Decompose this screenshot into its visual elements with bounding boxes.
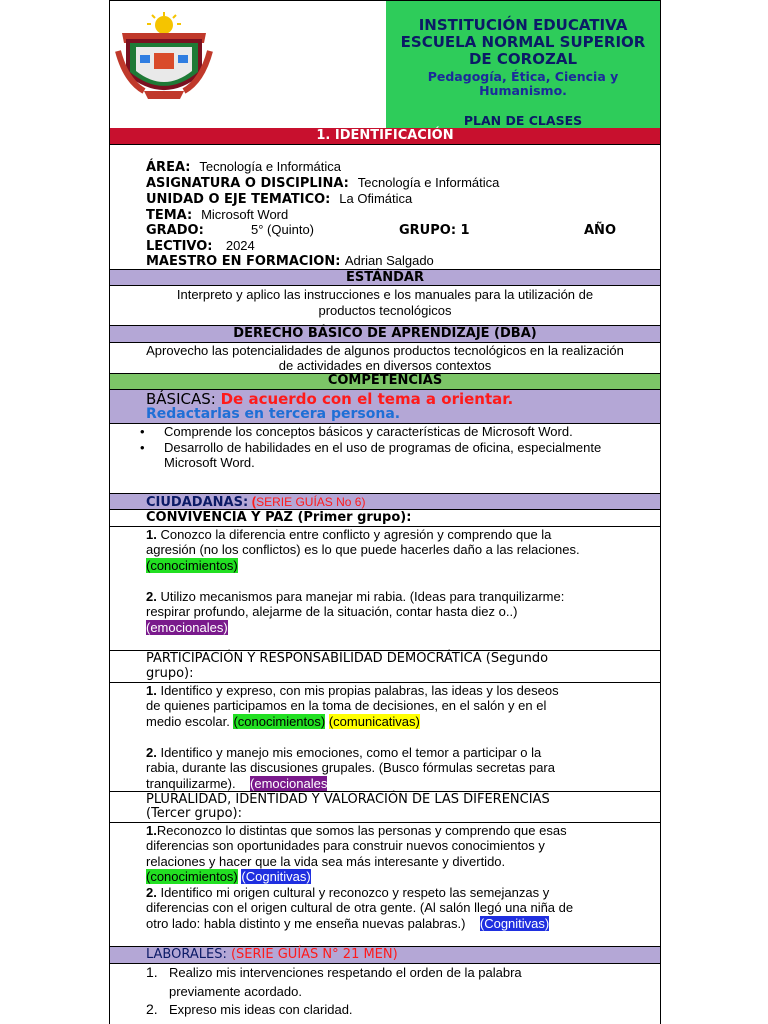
pluralidad-block — [110, 823, 660, 947]
ciudadanas-header — [110, 494, 660, 510]
institution-header — [386, 0, 660, 129]
basicas-item-2: Desarrollo de habilidades en el uso de programas de oficina, especialmente — [164, 440, 602, 455]
tema-label: TEMA: — [146, 208, 193, 223]
school-crest-logo — [114, 11, 214, 111]
institution-name-line2: ESCUELA NORMAL SUPERIOR — [400, 33, 646, 51]
estandar-header: ESTÁNDAR — [110, 270, 660, 286]
part2-num: 2. — [146, 745, 157, 760]
tag-conocimientos: (conocimientos) — [146, 558, 238, 573]
unidad-value: La Ofimática — [339, 191, 413, 206]
lesson-plan-document — [109, 0, 661, 1024]
part2-line1: Identifico y manejo mis emociones, como el temor a participar o la — [156, 745, 542, 760]
pluralidad-title-row — [110, 792, 660, 823]
institution-name-line3: DE COROZAL — [468, 50, 578, 68]
competencias-header: COMPETENCIAS — [110, 374, 660, 390]
participacion-title-1: PARTICIPACIÓN Y RESPONSABILIDAD DEMOCRÁTICA (Segundo — [146, 651, 549, 666]
lectivo-value: 2024 — [225, 238, 255, 253]
basicas-note: De acuerdo con el tema a orientar. — [220, 390, 514, 408]
dba-line2: de actividades en diversos contextos — [278, 357, 492, 373]
ciudadanas-label: CIUDADANAS: — [146, 495, 249, 510]
dba-text — [110, 343, 660, 374]
part1-line2: de quienes participamos en la toma de decisiones, en el salón y en el — [146, 698, 547, 713]
plan-title: PLAN DE CLASES — [463, 113, 583, 128]
tag-cognitivas: (Cognitivas) — [479, 916, 550, 931]
plur1-line3: relaciones y hacer que la vida sea más interesante y divertido. — [146, 854, 506, 869]
plur2-line2: diferencias con el origen cultural de otra gente. (Al salón llegó una niña de — [146, 900, 574, 915]
plur2-line3: otro lado: habla distinto y me enseña nuevas palabras.) — [146, 916, 466, 931]
lab2-line1: Expreso mis ideas con claridad. — [169, 1002, 353, 1017]
maestro-label: MAESTRO EN FORMACION: — [146, 254, 341, 269]
section-identificacion-header: 1. IDENTIFICACIÓN — [110, 128, 660, 145]
conv2-line2: respirar profundo, alejarme de la situación, contar hasta diez o..) — [146, 604, 518, 619]
estandar-text — [110, 286, 660, 326]
tag-comunicativas: (comunicativas) — [328, 714, 420, 729]
laborales-label: LABORALES: — [146, 947, 227, 962]
tema-value: Microsoft Word — [201, 207, 289, 222]
convivencia-title: CONVIVENCIA Y PAZ (Primer grupo): — [146, 510, 412, 525]
lab1-line1: Realizo mis intervenciones respetando el orden de la palabra — [169, 965, 522, 980]
basicas-item-2b: Microsoft Word. — [164, 455, 255, 470]
conv2-num: 2. — [146, 589, 157, 604]
part2-line2: rabia, durante las discusiones grupales. (Busco fórmulas secretas para — [146, 760, 555, 775]
part1-num: 1. — [146, 683, 157, 698]
convivencia-title-row — [110, 510, 660, 527]
convivencia-block — [110, 527, 660, 651]
grupo-label: GRUPO: 1 — [399, 223, 470, 238]
bullet-icon: • — [140, 424, 145, 439]
institution-motto-line1: Pedagogía, Ética, Ciencia y — [427, 69, 619, 84]
tag-emocionales: (emocionales — [250, 776, 328, 791]
tag-conocimientos: (conocimientos) — [146, 869, 238, 884]
asignatura-value: Tecnología e Informática — [357, 175, 500, 190]
institution-name-line1: INSTITUCIÓN EDUCATIVA — [418, 16, 628, 34]
part2-line3: tranquilizarme). — [146, 776, 236, 791]
plur1-line1: Reconozco lo distintas que somos las personas y comprendo que esas — [156, 823, 567, 838]
plur1-num: 1. — [146, 823, 157, 838]
identification-block — [110, 145, 660, 270]
laborales-note: (SERIE GUÍAS N° 21 MEN) — [230, 947, 398, 962]
estandar-line1: Interpreto y aplico las instrucciones e los manuales para la utilización de — [176, 287, 594, 302]
lab1-line2: previamente acordado. — [169, 984, 302, 999]
plur1-line2: diferencias son oportunidades para construir nuevos conocimientos y — [146, 838, 545, 853]
tag-cognitivas: (Cognitivas) — [241, 869, 311, 884]
pluralidad-title-1: PLURALIDAD, IDENTIDAD Y VALORACIÓN DE LAS DIFERENCIAS — [146, 792, 550, 807]
institution-motto-line2: Humanismo. — [479, 83, 567, 98]
plur2-num: 2. — [146, 885, 157, 900]
participacion-title-2: grupo): — [146, 666, 194, 681]
participacion-block — [110, 683, 660, 792]
lab2-num: 2. — [146, 1001, 158, 1017]
part1-line1: Identifico y expreso, con mis propias palabras, las ideas y los deseos — [156, 683, 559, 698]
ciudadanas-paren: ( — [251, 494, 257, 509]
area-value: Tecnología e Informática — [199, 159, 341, 174]
estandar-line2: productos tecnológicos — [318, 302, 452, 318]
dba-line1: Aprovecho las potencialidades de algunos productos tecnológicos en la realización — [146, 343, 624, 358]
basicas-item-1: Comprende los conceptos básicos y características de Microsoft Word. — [164, 424, 573, 439]
basicas-header — [110, 390, 660, 424]
bullet-icon: • — [140, 440, 145, 455]
asignatura-label: ASIGNATURA O DISCIPLINA: — [146, 176, 349, 191]
tag-conocimientos: (conocimientos) — [233, 714, 326, 729]
basicas-note2: Redactarlas en tercera persona. — [146, 406, 401, 422]
basicas-label: BÁSICAS: — [146, 390, 216, 408]
conv1-line2: agresión (no los conflictos) es lo que puede hacerles daño a las relaciones. — [146, 542, 580, 557]
laborales-header — [110, 947, 660, 964]
lab1-num: 1. — [146, 964, 158, 980]
part1-line3: medio escolar. — [146, 714, 230, 729]
basicas-list — [110, 424, 660, 494]
unidad-label: UNIDAD O EJE TEMATICO: — [146, 192, 331, 207]
laborales-list — [110, 964, 660, 1024]
participacion-title-row — [110, 651, 660, 683]
grado-value: 5° (Quinto) — [251, 222, 315, 237]
lectivo-label: LECTIVO: — [146, 239, 213, 254]
maestro-value: Adrian Salgado — [344, 253, 434, 268]
conv2-line1: Utilizo mecanismos para manejar mi rabia. (Ideas para tranquilizarme: — [156, 589, 565, 604]
ano-label: AÑO — [584, 223, 616, 238]
dba-header: DERECHO BÁSICO DE APRENDIZAJE (DBA) — [110, 326, 660, 343]
pluralidad-title-2: (Tercer grupo): — [146, 806, 242, 821]
conv1-num: 1. — [146, 527, 157, 542]
conv1-line1: Conozco la diferencia entre conflicto y agresión y comprendo que la — [156, 527, 552, 542]
tag-emocionales: (emocionales) — [146, 620, 228, 635]
ciudadanas-note: SERIE GUÍAS No 6) — [256, 495, 366, 509]
area-label: ÁREA: — [146, 160, 191, 175]
plur2-line1: Identifico mi origen cultural y reconozco y respeto las semejanzas y — [156, 885, 550, 900]
school-logo-cell — [110, 0, 387, 129]
grado-label: GRADO: — [146, 223, 204, 238]
